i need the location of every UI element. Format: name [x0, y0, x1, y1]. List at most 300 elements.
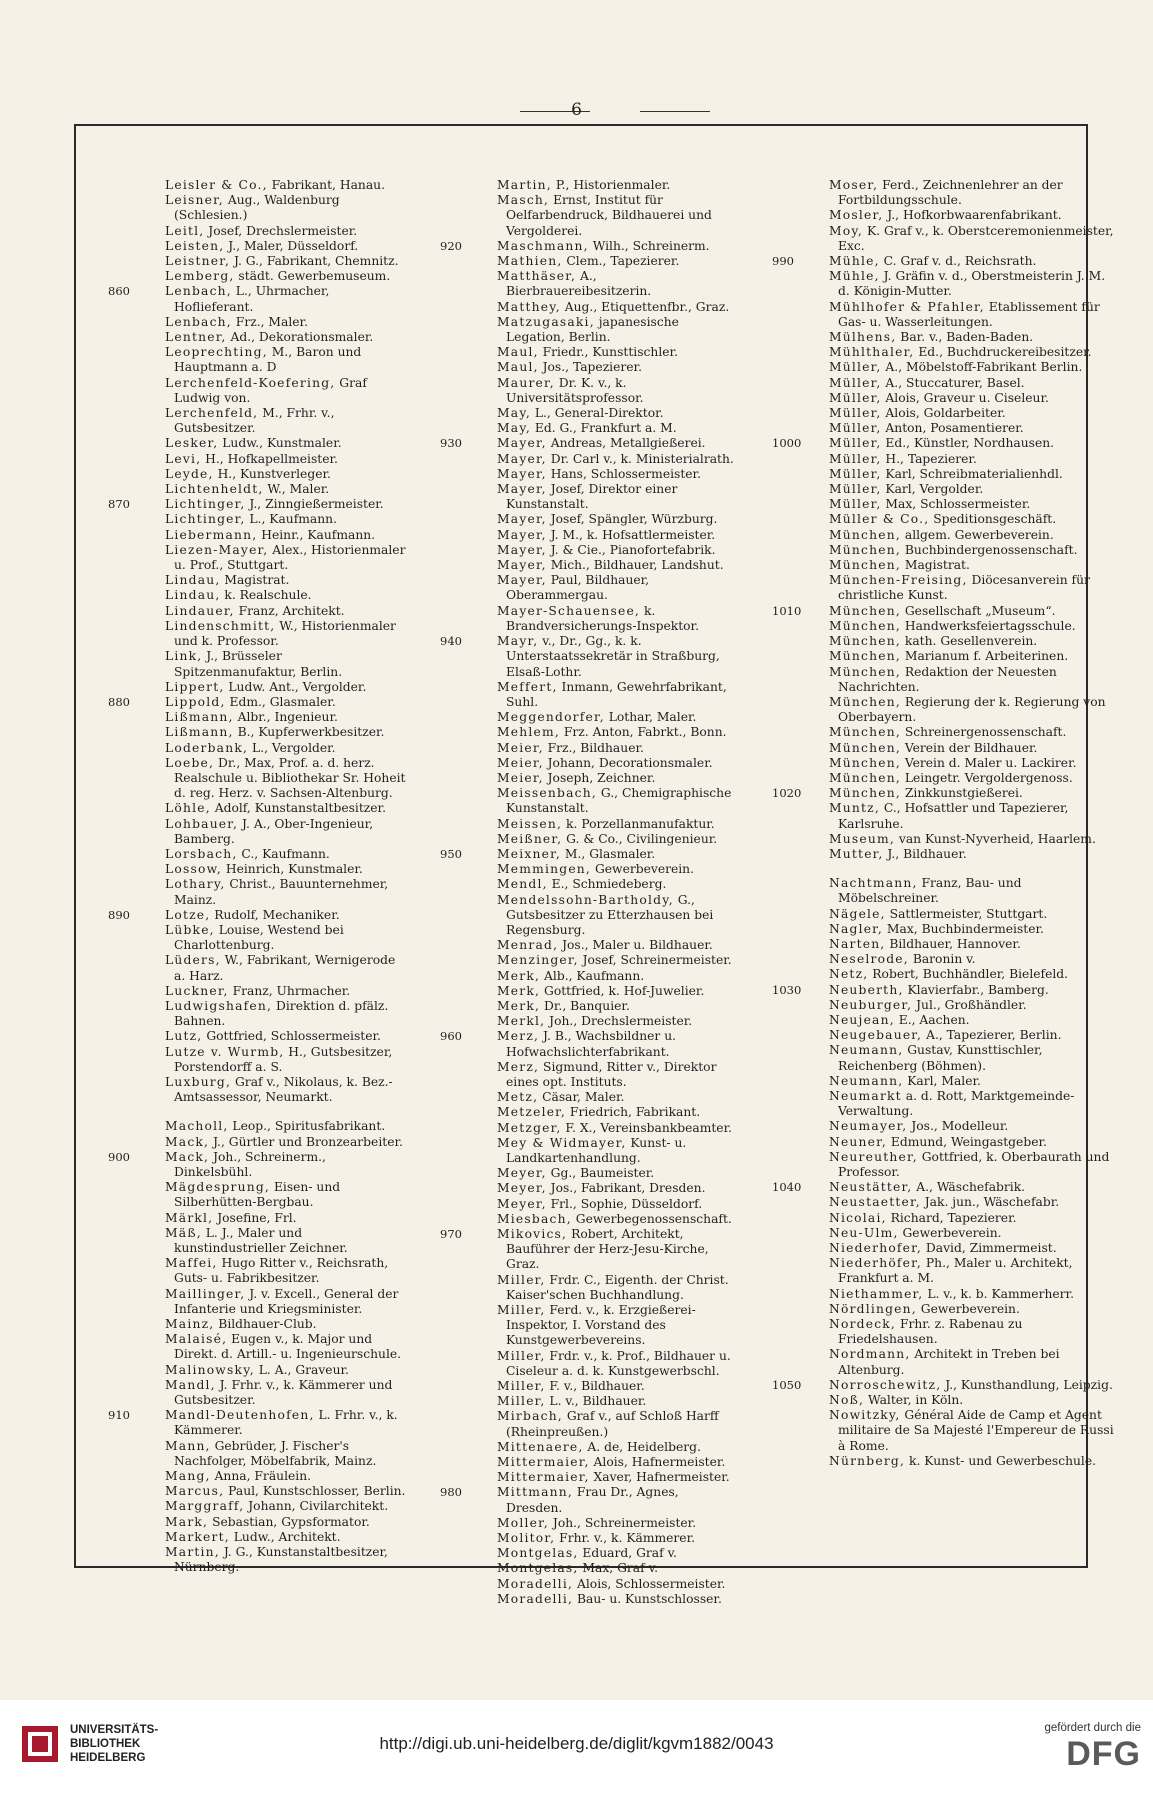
directory-entry: [781, 967, 1122, 982]
directory-entry: [117, 862, 410, 877]
directory-entry: [449, 969, 742, 984]
directory-entry: [117, 1363, 410, 1378]
entry-number: 980: [440, 1485, 462, 1500]
directory-entry: [440, 436, 742, 451]
entry-name: München,: [829, 694, 901, 709]
directory-entry: [449, 984, 742, 999]
entry-name: Neureuther,: [829, 1149, 918, 1164]
entry-name: Lüders,: [165, 953, 221, 968]
entry-details: Ph., Maler u. Architekt, Frankfurt a. M.: [838, 1256, 1073, 1286]
entry-name: Lemberg,: [165, 269, 235, 284]
entry-name: München,: [829, 634, 901, 649]
directory-entry: [117, 1530, 410, 1545]
entry-details: Mich., Bildhauer, Landshut.: [546, 558, 724, 573]
entry-name: Meixner,: [497, 846, 561, 861]
entry-name: Neustätter,: [829, 1180, 913, 1195]
entry-name: Mendl,: [497, 877, 548, 892]
entry-name: Leisner,: [165, 193, 224, 208]
entry-number: 890: [108, 907, 130, 922]
directory-entry: [449, 1014, 742, 1029]
entry-name: Liebermann,: [165, 527, 258, 542]
entry-name: Matthäser,: [497, 269, 577, 284]
entry-name: Leyde,: [165, 466, 214, 481]
directory-entry: [781, 952, 1122, 967]
directory-entry: [449, 999, 742, 1014]
entry-name: Neuburger,: [829, 997, 913, 1012]
entry-details: J., Bildhauer.: [883, 846, 967, 861]
entry-name: Niethammer,: [829, 1286, 924, 1301]
entry-details: J. G., Kunstanstaltbesitzer, Nürnberg.: [174, 1545, 388, 1575]
entry-details: J., Kunsthandlung, Leipzig.: [941, 1377, 1113, 1392]
entry-details: J. Frhr. v., k. Kämmerer und Gutsbesitzer.: [174, 1377, 393, 1408]
entry-details: Bar. v., Baden-Baden.: [896, 330, 1034, 345]
entry-name: Nürnberg,: [829, 1453, 906, 1468]
directory-entry: [781, 619, 1122, 634]
directory-entry: [772, 1180, 1122, 1195]
directory-entry: [449, 1197, 742, 1212]
entry-name: Märkl,: [165, 1210, 214, 1225]
entry-name: Merk,: [497, 983, 541, 998]
entry-details: Ludw., Architekt.: [229, 1529, 341, 1544]
entry-number: 950: [440, 846, 462, 861]
entry-details: Hugo Ritter v., Reichsrath, Guts- u. Fabrikbesitzer.: [174, 1256, 389, 1286]
entry-details: C., Hofsattler und Tapezierer, Karlsruhe.: [838, 801, 1069, 831]
directory-entry: [781, 998, 1122, 1013]
entry-details: W., Fabrikant, Wernigerode a. Harz.: [174, 953, 396, 983]
directory-entry: [781, 1135, 1122, 1150]
entry-details: Dr. K. v., k. Universitätsprofessor.: [506, 375, 644, 405]
dfg-funding-logo[interactable]: [1044, 1722, 1141, 1774]
entry-details: Walter, in Köln.: [864, 1393, 964, 1408]
directory-entry: [449, 1273, 742, 1303]
directory-entry: [117, 953, 410, 983]
directory-entry: [449, 1592, 742, 1607]
directory-entry: [449, 178, 742, 193]
entry-details: H., Kunstverleger.: [213, 466, 331, 481]
entry-name: Mosler,: [829, 208, 884, 223]
entry-details: Jos., Maler u. Bildhauer.: [558, 938, 713, 953]
directory-entry: [781, 573, 1122, 603]
entry-name: Meier,: [497, 740, 544, 755]
directory-entry: [781, 1013, 1122, 1028]
entry-details: Eisen- und Silberhütten-Bergbau.: [174, 1180, 341, 1210]
entry-name: München,: [829, 725, 901, 740]
directory-entry: [108, 1149, 410, 1180]
entry-number: 880: [108, 694, 130, 709]
entry-details: W., Historienmaler und k. Professor.: [174, 618, 396, 649]
directory-entry: [781, 1317, 1122, 1347]
entry-details: Redaktion der Neuesten Nachrichten.: [838, 664, 1057, 694]
directory-entry: [449, 376, 742, 406]
entry-name: Lenbach,: [165, 314, 232, 329]
entry-name: Löhle,: [165, 801, 211, 816]
entry-name: Merk,: [497, 998, 541, 1013]
entry-name: Nordeck,: [829, 1317, 897, 1332]
directory-entry: [449, 862, 742, 877]
entry-details: Joh., Schreinerm., Dinkelsbühl.: [174, 1149, 326, 1179]
entry-details: Ernst, Institut für Oelfarbendruck, Bildhauerei und Vergolderei.: [506, 193, 712, 238]
entry-name: Miller,: [497, 1394, 546, 1409]
directory-entry: [449, 725, 742, 740]
directory-entry: [117, 376, 410, 406]
entry-name: Mayer,: [497, 573, 547, 588]
entry-name: Lißmann,: [165, 725, 234, 740]
permalink-url[interactable]: http://digi.ub.uni-heidelberg.de/diglit/kgvm1882/0043: [379, 1734, 774, 1753]
entry-name: Mey & Widmayer,: [497, 1135, 627, 1150]
entry-name: Markert,: [165, 1529, 230, 1544]
entry-name: Montgelas,: [497, 1561, 579, 1576]
entry-name: Merz,: [497, 1029, 540, 1044]
directory-entry: [449, 512, 742, 527]
entry-name: Maillinger,: [165, 1286, 246, 1301]
directory-column-3: [772, 178, 1122, 1469]
entry-details: Sebastian, Gypsformator.: [208, 1514, 370, 1529]
directory-entry: [781, 1287, 1122, 1302]
directory-entry: [117, 984, 410, 999]
directory-entry: [781, 937, 1122, 952]
directory-entry: [449, 1516, 742, 1531]
directory-entry: [117, 999, 410, 1029]
entry-name: Neumarkt: [829, 1088, 902, 1103]
entry-details: E., Schmiedeberg.: [547, 877, 667, 892]
entry-name: Meißner,: [497, 831, 563, 846]
entry-details: G., Gutsbesitzer zu Etterzhausen bei Regensburg.: [506, 892, 714, 937]
entry-number: 990: [772, 254, 794, 269]
entry-details: Friedr., Kunsttischler.: [538, 345, 678, 360]
entry-name: Merkl,: [497, 1014, 546, 1029]
directory-entry: [117, 1439, 410, 1469]
directory-entry: [117, 1484, 410, 1499]
entry-name: Nördlingen,: [829, 1301, 917, 1316]
directory-entry: [781, 1408, 1122, 1454]
entry-details: Friedrich, Fabrikant.: [566, 1105, 701, 1120]
entry-name: Neu-Ulm,: [829, 1225, 899, 1240]
entry-name: Mühle,: [829, 254, 880, 269]
directory-entry: [781, 497, 1122, 512]
entry-details: Ludw. Ant., Vergolder.: [224, 679, 367, 694]
directory-entry: [449, 1303, 742, 1349]
entry-details: Paul, Kunstschlosser, Berlin.: [224, 1484, 406, 1499]
entry-details: Alois, Goldarbeiter.: [881, 406, 1006, 421]
entry-details: L., Uhrmacher, Hoflieferant.: [174, 284, 330, 314]
entry-name: Muntz,: [829, 801, 880, 816]
directory-entry: [449, 1090, 742, 1105]
entry-name: Moradelli,: [497, 1591, 574, 1606]
directory-entry: [781, 178, 1122, 208]
directory-entry: [117, 452, 410, 467]
entry-name: Lothary,: [165, 877, 226, 892]
entry-details: Leop., Spiritusfabrikant.: [228, 1119, 386, 1134]
entry-name: Müller & Co.,: [829, 512, 930, 527]
entry-name: Mack,: [165, 1149, 210, 1164]
entry-name: Miesbach,: [497, 1211, 572, 1226]
entry-name: München,: [829, 664, 901, 679]
entry-name: Loebe,: [165, 755, 215, 770]
entry-details: k. Brandversicherungs-Inspektor.: [506, 603, 699, 633]
entry-details: Leingetr. Vergoldergenoss.: [900, 770, 1073, 785]
entry-details: J., Maler, Düsseldorf.: [224, 238, 359, 253]
entry-number: 960: [440, 1029, 462, 1044]
directory-entry: [117, 1135, 410, 1150]
directory-entry: [449, 1470, 742, 1485]
entry-name: Leisler & Co.,: [165, 178, 268, 192]
directory-entry: [781, 391, 1122, 406]
entry-details: kath. Gesellenverein.: [900, 634, 1038, 649]
entry-details: Dr., Max, Prof. a. d. herz. Realschule u. Bibliothekar Sr. Hoheit d. reg. Herz. v. Sachsen-Altenburg.: [174, 755, 406, 801]
entry-name: Neumayer,: [829, 1119, 908, 1134]
directory-entry: [772, 436, 1122, 451]
entry-details: Robert, Architekt, Bauführer der Herz-Jesu-Kirche, Graz.: [506, 1227, 709, 1272]
entry-details: David, Zimmermeist.: [922, 1241, 1057, 1256]
entry-number: 900: [108, 1149, 130, 1164]
directory-entry: [117, 1226, 410, 1256]
entry-details: H., Gutsbesitzer, Porstendorff a. S.: [174, 1044, 393, 1074]
directory-entry: [772, 982, 1122, 998]
directory-entry: [117, 436, 410, 451]
directory-entry: [117, 1317, 410, 1332]
directory-entry: [449, 528, 742, 543]
entry-details: allgem. Gewerbeverein.: [900, 527, 1054, 542]
directory-entry: [117, 1075, 410, 1105]
entry-details: Franz, Architekt.: [234, 603, 345, 618]
directory-entry: [117, 1469, 410, 1484]
entry-details: Verein d. Maler u. Lackirer.: [900, 755, 1077, 770]
entry-details: J. A., Ober-Ingenieur, Bamberg.: [174, 816, 374, 846]
entry-name: Meyer,: [497, 1166, 547, 1181]
entry-details: Schreinergenossenschaft.: [900, 725, 1067, 740]
entry-name: Lutz,: [165, 1029, 203, 1044]
entry-name: Lichtinger,: [165, 512, 246, 527]
directory-entry: [108, 1408, 410, 1438]
entry-details: L., Vergolder.: [248, 740, 336, 755]
entry-name: Matzugasaki,: [497, 314, 595, 329]
entry-name: Mayer,: [497, 466, 547, 481]
entry-details: K. Graf v., k. Oberstceremonienmeister, Exc.: [838, 223, 1114, 253]
entry-name: Lohbauer,: [165, 816, 239, 831]
directory-entry: [440, 1485, 742, 1515]
entry-name: Mittenaere,: [497, 1439, 584, 1454]
entry-details: Général Aide de Camp et Agent militaire de Sa Majesté l'Empereur de Russi à Rome.: [838, 1408, 1114, 1453]
directory-entry: [449, 1394, 742, 1409]
directory-entry: [117, 467, 410, 482]
entry-details: Ferd., Zeichnenlehrer an der Fortbildungsschule.: [838, 178, 1063, 208]
directory-entry: [781, 1241, 1122, 1256]
entry-name: Lippold,: [165, 694, 226, 709]
entry-name: Moller,: [497, 1515, 549, 1530]
directory-entry: [449, 953, 742, 968]
entry-details: k. Kunst- und Gewerbeschule.: [905, 1453, 1097, 1468]
entry-name: Meyer,: [497, 1181, 547, 1196]
directory-entry: [117, 1378, 410, 1408]
entry-details: Karl, Schreibmaterialienhdl.: [881, 466, 1063, 481]
directory-entry: [117, 345, 410, 375]
directory-entry: [117, 1545, 410, 1575]
entry-name: Merk,: [497, 968, 541, 983]
entry-name: Mang,: [165, 1469, 211, 1484]
entry-name: Neselrode,: [829, 952, 909, 967]
entry-details: Alex., Historienmaler u. Prof., Stuttgart.: [174, 542, 406, 573]
entry-name: Müller,: [829, 451, 882, 466]
funded-by-label: gefördert durch die: [1044, 1722, 1141, 1734]
directory-entry: [781, 847, 1122, 862]
entry-name: Mäß,: [165, 1225, 202, 1240]
directory-entry: [117, 1499, 410, 1514]
directory-entry: [449, 1409, 742, 1439]
entry-details: Fabrikant, Hanau.: [267, 178, 385, 192]
entry-details: städt. Gewerbemuseum.: [234, 269, 391, 284]
entry-name: Montgelas,: [497, 1546, 579, 1561]
entry-name: Leistner,: [165, 254, 231, 269]
entry-name: Mack,: [165, 1134, 210, 1149]
entry-details: Anna, Fräulein.: [210, 1469, 312, 1484]
directory-entry: [449, 421, 742, 436]
directory-entry: [449, 604, 742, 634]
page-number-rule-right: [640, 111, 710, 112]
entry-details: Heinrich, Kunstmaler.: [221, 862, 363, 877]
entry-details: Frz., Bildhauer.: [543, 740, 644, 755]
entry-details: Eduard, Graf v.: [578, 1546, 677, 1561]
directory-entry: [449, 1136, 742, 1166]
directory-entry: [117, 406, 410, 436]
entry-details: Sigmund, Ritter v., Direktor eines opt. Instituts.: [506, 1059, 717, 1089]
entry-details: A. de, Heidelberg.: [583, 1439, 701, 1454]
entry-details: A., Tapezierer, Berlin.: [922, 1028, 1062, 1043]
directory-entry: [449, 543, 742, 558]
entry-name: Lichtenheldt,: [165, 482, 264, 497]
directory-entry: [781, 1074, 1122, 1089]
directory-entry: [781, 1211, 1122, 1226]
entry-name: Müller,: [829, 466, 882, 481]
directory-entry: [449, 467, 742, 482]
directory-entry: [781, 1043, 1122, 1073]
entry-name: Moser,: [829, 178, 879, 192]
entry-details: Handwerksfeiertagsschule.: [900, 618, 1076, 633]
entry-name: Meffert,: [497, 679, 558, 694]
entry-name: Museum,: [829, 831, 895, 846]
entry-name: Mehlem,: [497, 725, 560, 740]
entry-name: Miller,: [497, 1348, 546, 1363]
entry-details: C. Graf v. d., Reichsrath.: [879, 254, 1037, 269]
entry-name: Lindau,: [165, 588, 221, 603]
entry-name: Mayer-Schauensee,: [497, 603, 641, 618]
entry-name: Leoprechting,: [165, 345, 268, 360]
directory-entry: [781, 725, 1122, 740]
entry-name: Neuner,: [829, 1134, 887, 1149]
directory-entry: [440, 1227, 742, 1273]
directory-entry: [117, 512, 410, 527]
entry-details: v., Dr., Gg., k. k. Unterstaatssekretär in Straßburg, Elsaß-Lothr.: [506, 634, 720, 679]
entry-number: 1030: [772, 982, 802, 997]
entry-details: Cäsar, Maler.: [538, 1090, 625, 1105]
entry-details: Hans, Schlossermeister.: [546, 466, 701, 481]
entry-name: Mayer,: [497, 542, 547, 557]
entry-name: Maurer,: [497, 375, 555, 390]
directory-entry: [781, 452, 1122, 467]
entry-details: Frz. Anton, Fabrkt., Bonn.: [559, 725, 727, 740]
directory-entry: [449, 193, 742, 239]
entry-details: Frdr. C., Eigenth. der Christ. Kaiser'schen Buchhandlung.: [506, 1272, 729, 1302]
directory-entry: [781, 907, 1122, 922]
entry-name: Moy,: [829, 223, 864, 238]
entry-details: Robert, Buchhändler, Bielefeld.: [868, 967, 1069, 982]
entry-name: Mägdesprung,: [165, 1180, 271, 1195]
entry-details: L., Kaufmann.: [245, 512, 338, 527]
entry-name: Metzger,: [497, 1120, 562, 1135]
entry-name: Mittermaier,: [497, 1455, 590, 1470]
entry-name: Maschmann,: [497, 238, 589, 253]
directory-entry: [117, 1287, 410, 1317]
directory-entry: [449, 1166, 742, 1181]
entry-name: Leitl,: [165, 223, 205, 238]
directory-entry: [449, 756, 742, 771]
entry-number: 860: [108, 284, 130, 299]
entry-name: Müller,: [829, 390, 882, 405]
directory-entry: [781, 695, 1122, 725]
directory-entry: [449, 1546, 742, 1561]
entry-name: Nachtmann,: [829, 876, 918, 891]
entry-details: Josef, Spängler, Würzburg.: [546, 512, 718, 527]
entry-name: München,: [829, 770, 901, 785]
entry-name: Niederhofer,: [829, 1241, 922, 1256]
entry-details: Alois, Schlossermeister.: [573, 1576, 726, 1591]
directory-entry: [117, 528, 410, 543]
entry-name: Norroschewitz,: [829, 1377, 942, 1392]
directory-entry: [781, 1454, 1122, 1469]
entry-number: 1020: [772, 786, 802, 801]
directory-entry: [117, 330, 410, 345]
entry-details: A., Bierbrauereibesitzerin.: [506, 269, 652, 299]
university-library-name: UNIVERSITÄTS- BIBLIOTHEK HEIDELBERG: [70, 1724, 159, 1764]
entry-details: L. v., Bildhauer.: [545, 1394, 647, 1409]
entry-details: Bildhauer-Club.: [214, 1317, 317, 1332]
entry-name: München,: [829, 558, 901, 573]
directory-entry: [781, 1089, 1122, 1119]
entry-name: Lindenschmitt,: [165, 618, 276, 633]
directory-entry: [117, 801, 410, 816]
directory-entry: [781, 224, 1122, 254]
entry-name: Neuberth,: [829, 982, 904, 997]
directory-entry: [781, 649, 1122, 664]
directory-entry: [449, 300, 742, 315]
directory-entry: [117, 178, 410, 193]
viewer-footer: [0, 1700, 1153, 1796]
directory-entry: [449, 1060, 742, 1090]
directory-entry: [781, 665, 1122, 695]
entry-name: Mirbach,: [497, 1409, 563, 1424]
directory-entry: [117, 269, 410, 284]
entry-details: Johann, Decorationsmaler.: [543, 755, 713, 770]
entry-details: Regierung der k. Regierung von Oberbayern.: [838, 694, 1106, 725]
directory-entry: [781, 832, 1122, 847]
entry-details: Wilh., Schreinerm.: [588, 238, 710, 253]
entry-name: Molitor,: [497, 1531, 556, 1546]
directory-entry: [117, 1045, 410, 1075]
entry-details: Graf Ludwig von.: [174, 375, 367, 405]
entry-name: Mühlthaler,: [829, 345, 915, 360]
entry-details: Josef, Drechslermeister.: [204, 223, 358, 238]
directory-entry: [449, 741, 742, 756]
directory-entry: [772, 254, 1122, 269]
entry-details: Heinr., Kaufmann.: [257, 527, 376, 542]
directory-entry: [781, 543, 1122, 558]
entry-details: Karl, Vergolder.: [881, 482, 984, 497]
directory-entry: [449, 1181, 742, 1196]
entry-details: Graf v., Nikolaus, k. Bez.-Amtsassessor, Neumarkt.: [174, 1074, 393, 1105]
entry-details: Kunst- u. Landkartenhandlung.: [506, 1135, 687, 1165]
entry-name: Mayer,: [497, 527, 547, 542]
directory-entry: [772, 603, 1122, 619]
entry-name: Meyer,: [497, 1196, 547, 1211]
